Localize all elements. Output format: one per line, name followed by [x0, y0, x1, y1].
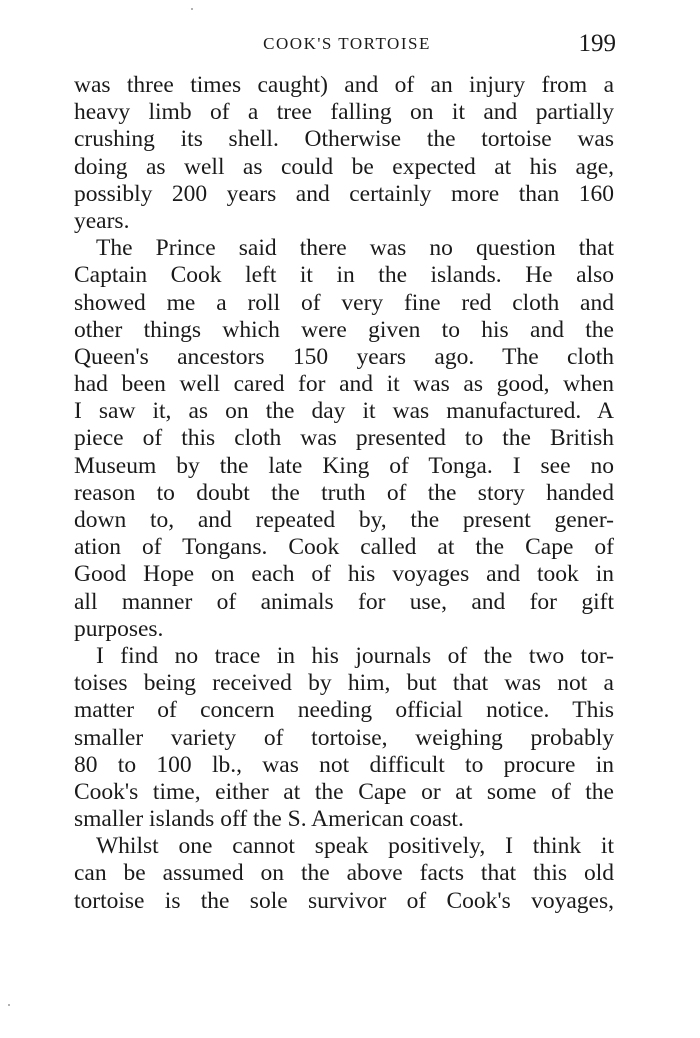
text-line: heavy limb of a tree falling on it and partially: [74, 99, 614, 126]
text-line: Museum by the late King of Tonga. I see no: [74, 452, 614, 479]
scan-speck: [8, 1004, 10, 1006]
text-line: years.: [74, 207, 130, 234]
text-line: The Prince said there was no question that: [96, 235, 614, 262]
text-line: showed me a roll of very fine red cloth and: [74, 289, 614, 316]
text-line: can be assumed on the above facts that this old: [74, 860, 614, 887]
text-line: I find no trace in his journals of the two tor-: [96, 642, 614, 669]
scan-speck: [191, 8, 193, 10]
text-line: smaller variety of tortoise, weighing probably: [74, 724, 614, 751]
text-line: other things which were given to his and the: [74, 316, 614, 343]
text-line: Queen's ancestors 150 years ago. The cloth: [74, 343, 614, 370]
text-line: crushing its shell. Otherwise the tortoise was: [74, 126, 614, 153]
text-line: all manner of animals for use, and for gift: [74, 588, 614, 615]
text-line: tortoise is the sole survivor of Cook's voyages,: [74, 887, 614, 914]
text-line: was three times caught) and of an injury from a: [74, 72, 614, 98]
text-line: Good Hope on each of his voyages and took in: [74, 561, 614, 588]
text-line: Whilst one cannot speak positively, I think it: [96, 833, 614, 860]
text-line: smaller islands off the S. American coast.: [74, 806, 464, 833]
text-line: toises being received by him, but that was not a: [74, 670, 614, 697]
text-line: had been well cared for and it was as good, when: [74, 371, 614, 398]
body-text: [74, 72, 614, 915]
text-line: reason to doubt the truth of the story handed: [74, 479, 614, 506]
text-line: 80 to 100 lb., was not difficult to procure in: [74, 751, 614, 778]
text-line: Cook's time, either at the Cape or at some of the: [74, 778, 614, 805]
text-line: I saw it, as on the day it was manufactured. A: [74, 398, 614, 425]
text-line: Captain Cook left it in the islands. He also: [74, 262, 614, 289]
text-line: matter of concern needing official notice. This: [74, 697, 614, 724]
running-head: [74, 30, 620, 62]
text-line: purposes.: [74, 615, 164, 642]
text-line: down to, and repeated by, the present gener-: [74, 507, 614, 533]
text-line: doing as well as could be expected at his age,: [74, 153, 614, 180]
text-line: possibly 200 years and certainly more than 160: [74, 180, 614, 207]
text-line: piece of this cloth was presented to the British: [74, 425, 614, 452]
page-number: 199: [578, 30, 616, 57]
running-title: COOK'S TORTOISE: [263, 34, 431, 53]
text-line: ation of Tongans. Cook called at the Cape of: [74, 534, 614, 561]
